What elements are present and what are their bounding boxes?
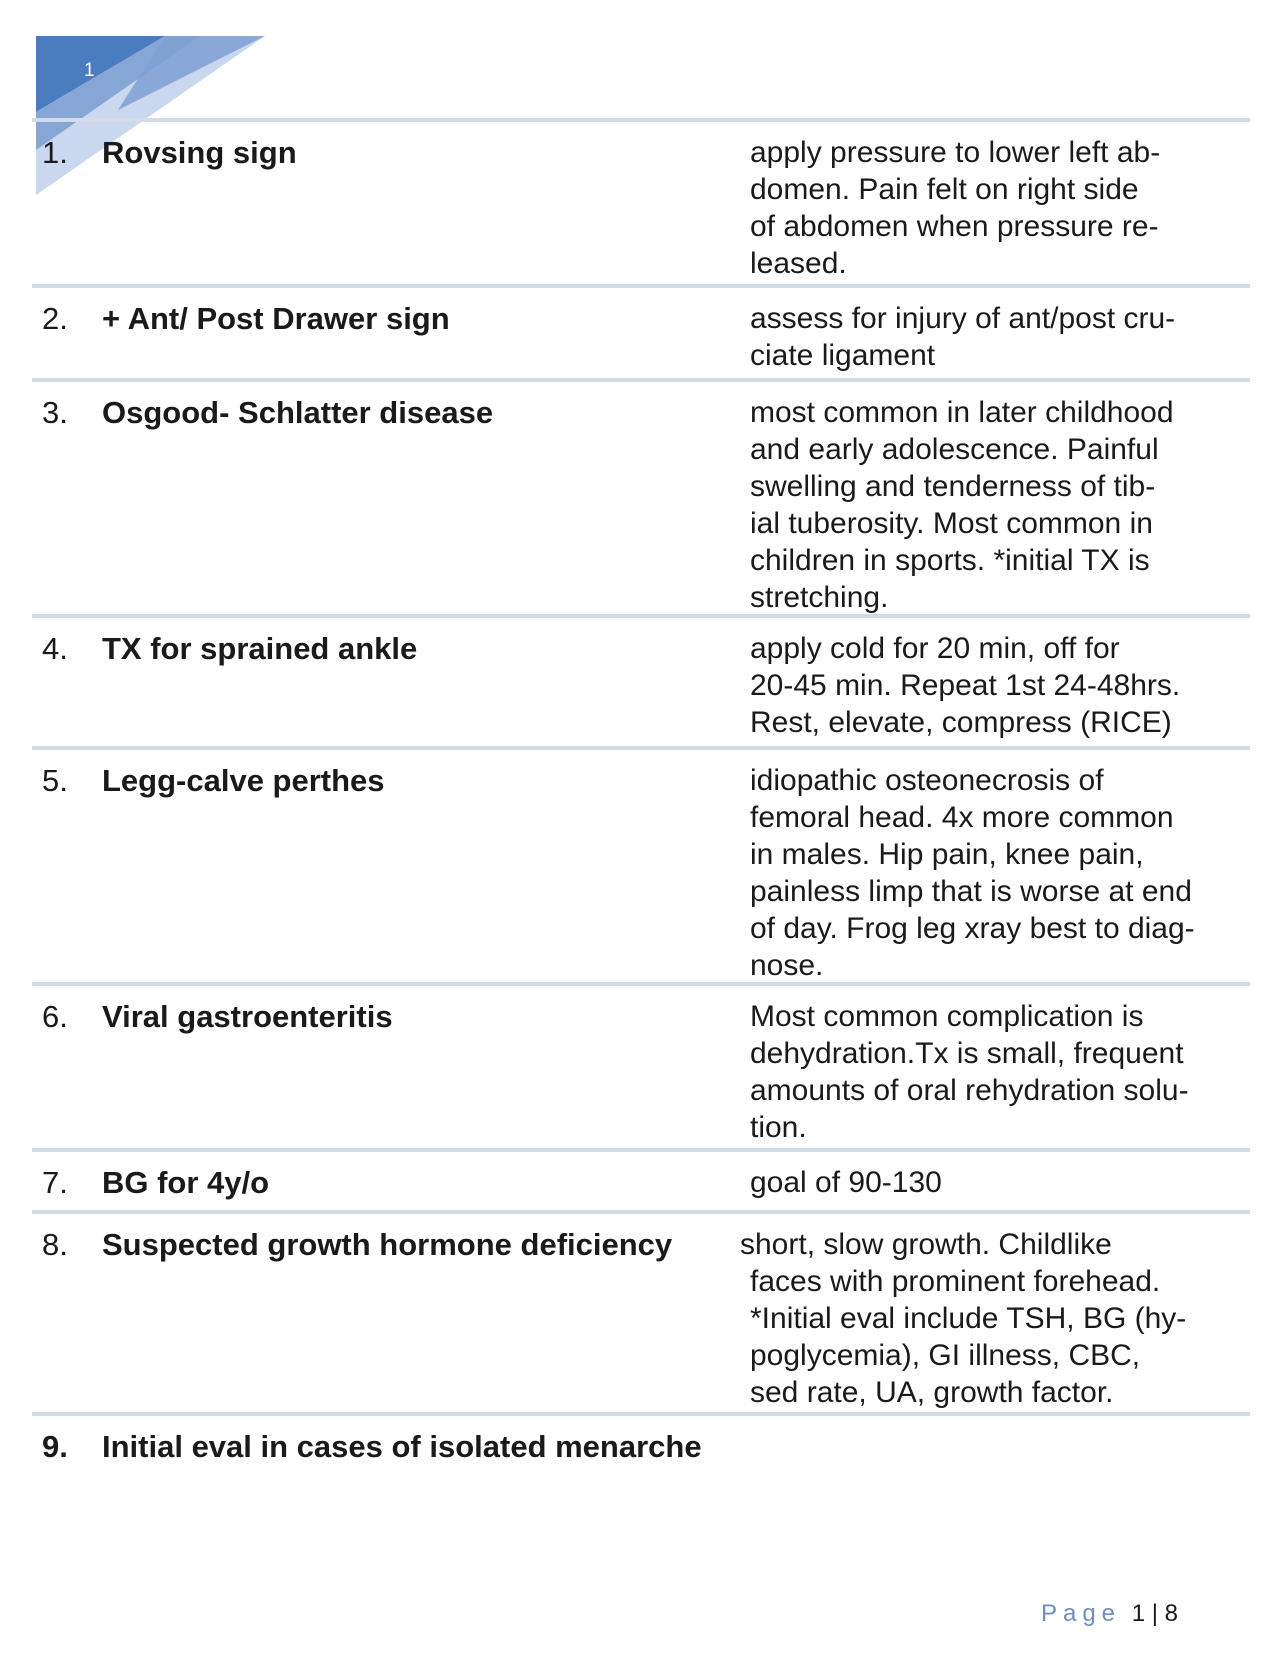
- footer-page-total: 8: [1164, 1600, 1178, 1627]
- definition-line: assess for injury of ant/post cru-: [750, 302, 1176, 335]
- footer-page-current: 1: [1131, 1600, 1146, 1627]
- definition-line: swelling and tenderness of tib-: [750, 470, 1156, 503]
- definition-line: leased.: [750, 247, 847, 280]
- definition-line: painless limp that is worse at end: [750, 875, 1192, 908]
- item-number: 5.: [42, 763, 68, 798]
- footer-page-label: Page: [1040, 1600, 1122, 1627]
- term-list: [32, 118, 1250, 1476]
- item-term: BG for 4y/o: [102, 1165, 270, 1200]
- definition-line: faces with prominent forehead.: [750, 1265, 1161, 1298]
- list-item: [32, 614, 1250, 746]
- definition-line: of abdomen when pressure re-: [750, 210, 1159, 243]
- item-number: 7.: [42, 1165, 68, 1200]
- definition-line: Most common complication is: [750, 1000, 1144, 1033]
- definition-line: children in sports. *initial TX is: [750, 544, 1150, 577]
- definition-line: in males. Hip pain, knee pain,: [750, 838, 1144, 871]
- definition-line: domen. Pain felt on right side: [750, 173, 1139, 206]
- item-definition: [750, 300, 1250, 374]
- definition-line: sed rate, UA, growth factor.: [750, 1376, 1114, 1409]
- definition-line: idiopathic osteonecrosis of: [750, 764, 1104, 797]
- item-number: 3.: [42, 395, 68, 430]
- definition-line: most common in later childhood: [750, 396, 1174, 429]
- item-term: Legg-calve perthes: [102, 763, 385, 798]
- item-number: 6.: [42, 999, 68, 1034]
- item-number: 8.: [42, 1227, 68, 1262]
- definition-line: ial tuberosity. Most common in: [750, 507, 1153, 540]
- item-term: Initial eval in cases of isolated menarche: [102, 1429, 702, 1464]
- definition-line: apply pressure to lower left ab-: [750, 136, 1161, 169]
- item-term: Osgood- Schlatter disease: [102, 395, 494, 430]
- definition-line: and early adolescence. Painful: [750, 433, 1159, 466]
- definition-line: of day. Frog leg xray best to diag-: [750, 912, 1195, 945]
- list-item: [32, 284, 1250, 378]
- list-item: [32, 1210, 1250, 1412]
- item-definition: [750, 394, 1250, 616]
- definition-line: dehydration.Tx is small, frequent: [750, 1037, 1184, 1070]
- item-term: Rovsing sign: [102, 135, 297, 170]
- list-item: [32, 118, 1250, 284]
- item-term: Suspected growth hormone deficiency: [102, 1227, 673, 1262]
- item-term: Viral gastroenteritis: [102, 999, 393, 1034]
- definition-line: apply cold for 20 min, off for: [750, 632, 1120, 665]
- footer-separator: |: [1151, 1600, 1158, 1627]
- definition-line: stretching.: [750, 581, 889, 614]
- item-definition: [750, 762, 1250, 984]
- item-term: + Ant/ Post Drawer sign: [102, 301, 450, 336]
- list-item: [32, 1148, 1250, 1210]
- item-definition: [750, 998, 1250, 1146]
- item-term: TX for sprained ankle: [102, 631, 418, 666]
- definition-line: tion.: [750, 1111, 807, 1144]
- item-number: 1.: [42, 135, 68, 170]
- item-definition: [740, 1226, 1250, 1411]
- item-definition: [750, 630, 1250, 741]
- definition-line: ciate ligament: [750, 339, 936, 372]
- definition-line: poglycemia), GI illness, CBC,: [750, 1339, 1141, 1372]
- definition-line: amounts of oral rehydration solu-: [750, 1074, 1189, 1107]
- list-item: [32, 1412, 1250, 1476]
- item-number: 4.: [42, 631, 68, 666]
- definition-line: nose.: [750, 949, 824, 982]
- list-item: [32, 982, 1250, 1148]
- item-definition: [750, 1164, 1250, 1201]
- definition-line: Rest, elevate, compress (RICE): [750, 706, 1172, 739]
- definition-line: goal of 90-130: [750, 1166, 942, 1199]
- definition-line: 20-45 min. Repeat 1st 24-48hrs.: [750, 669, 1181, 702]
- item-definition: [750, 134, 1250, 282]
- header-page-number: 1: [84, 60, 95, 81]
- item-number: 2.: [42, 301, 68, 336]
- list-item: [32, 746, 1250, 982]
- page-footer: [1041, 1600, 1178, 1628]
- list-item: [32, 378, 1250, 614]
- definition-line: *Initial eval include TSH, BG (hy-: [750, 1302, 1187, 1335]
- definition-line: short, slow growth. Childlike: [740, 1228, 1112, 1261]
- definition-line: femoral head. 4x more common: [750, 801, 1174, 834]
- item-number: 9.: [42, 1429, 68, 1464]
